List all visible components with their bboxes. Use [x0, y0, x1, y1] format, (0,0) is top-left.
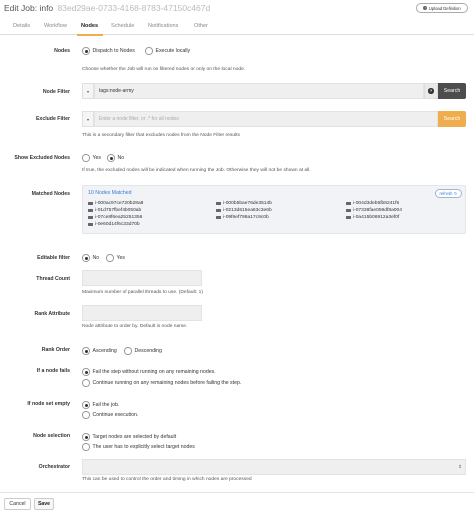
radio-dot [82, 433, 90, 441]
node-item[interactable] [346, 201, 399, 206]
show-excluded-no-radio[interactable] [107, 154, 124, 162]
node-name: i-004d3deb5fb8241f5 [353, 201, 400, 206]
radio-dot [82, 254, 90, 262]
radio-label: Target nodes are selected by default [92, 433, 177, 440]
execute-locally-radio[interactable] [145, 47, 190, 55]
title-prefix: Edit Job: [4, 3, 38, 13]
matched-nodes-label: Matched Nodes [31, 191, 70, 197]
node-name: i-0e60d14f6c33d70b [95, 222, 140, 227]
node-selection-label: Node selection [33, 433, 70, 439]
node-selection-default-radio[interactable] [82, 433, 176, 441]
radio-dot [82, 401, 90, 409]
exclude-filter-input[interactable]: Enter a node filter, or .* for all nodes [94, 111, 438, 127]
server-icon [88, 216, 93, 220]
server-icon [346, 202, 351, 206]
rank-order-ascending-radio[interactable] [82, 347, 117, 355]
radio-dot [107, 154, 115, 162]
node-fails-fail-step-radio[interactable] [82, 368, 216, 376]
node-item[interactable] [346, 208, 402, 213]
rank-order-label: Rank Order [41, 347, 70, 353]
radio-dot [106, 254, 114, 262]
tab-schedule[interactable]: Schedule [111, 23, 135, 29]
tab-workflow[interactable]: Workflow [44, 23, 67, 29]
server-icon [346, 209, 351, 213]
matched-nodes-count: 10 Nodes Matched [88, 190, 132, 196]
radio-label: No [92, 254, 100, 261]
node-name: i-07338fae059df8a004 [353, 208, 402, 213]
radio-dot [145, 47, 153, 55]
radio-label: Dispatch to Nodes [92, 47, 135, 54]
radio-dot [82, 47, 90, 55]
node-item[interactable] [216, 215, 269, 220]
orchestrator-label: Orchestrator [38, 464, 70, 470]
node-name: i-0a415b06912a3ef0f [353, 215, 400, 220]
editable-filter-no-radio[interactable] [82, 254, 99, 262]
rank-attribute-input[interactable] [82, 305, 202, 321]
refresh-button[interactable] [435, 189, 462, 198]
filter-help-button[interactable] [424, 83, 438, 99]
orchestrator-select[interactable] [82, 459, 466, 475]
node-name: i-07ce8f6ea25251356 [95, 215, 143, 220]
updown-caret-icon: ⇕ [458, 464, 462, 469]
node-name: i-0213d615ea63c3e6b [223, 208, 272, 213]
server-icon [216, 216, 221, 220]
node-filter-input[interactable]: tags:node-army [94, 83, 424, 99]
server-icon [88, 202, 93, 206]
node-item[interactable] [346, 215, 399, 220]
exclude-filter-label: Exclude Filter [35, 116, 70, 122]
tab-details[interactable]: Details [13, 23, 31, 29]
node-fails-label: If a node fails [36, 368, 70, 374]
tab-nodes[interactable]: Nodes [81, 23, 99, 29]
upload-definition-button[interactable] [416, 3, 468, 13]
job-uuid: 83ed29ae-0733-4168-8783-47150c467d [57, 3, 211, 13]
node-item[interactable] [216, 201, 272, 206]
radio-label: Continue running on any remaining nodes before failing the step. [92, 379, 242, 386]
node-set-empty-label: If node set empty [27, 401, 70, 407]
thread-count-label: Thread Count [36, 276, 70, 282]
matched-nodes-panel [82, 185, 466, 234]
editable-filter-label: Editable filter [37, 255, 70, 261]
rank-attribute-label: Rank Attribute [34, 311, 70, 317]
radio-label: Execute locally [155, 47, 191, 54]
caret-down-icon: ▾ [86, 88, 89, 94]
radio-label: Yes [92, 154, 101, 161]
caret-down-icon: ▾ [86, 116, 89, 122]
refresh-label: refresh [439, 191, 453, 196]
node-filter-label: Node Filter [42, 89, 70, 95]
question-icon: ? [429, 88, 433, 94]
save-button[interactable]: Save [34, 498, 54, 510]
upload-definition-label: Upload Definition [428, 5, 461, 11]
node-filter-search-button[interactable]: Search [438, 83, 466, 99]
orchestrator-help: This can be used to control the order and timing in which nodes are processed [82, 477, 252, 482]
radio-label: Ascending [92, 347, 117, 354]
nodes-help: Choose whether the Job will run on filtered nodes or only on the local node. [82, 67, 246, 72]
node-fails-continue-radio[interactable] [82, 379, 241, 387]
radio-label: Descending [134, 347, 162, 354]
thread-count-help: Maximum number of parallel threads to use. (Default: 1) [82, 290, 203, 295]
exclude-filter-bar [82, 111, 466, 127]
exclude-filter-help: This is a secondary filter that excludes nodes from the Node Filter results [82, 133, 240, 138]
job-name: info [39, 3, 54, 13]
radio-dot [82, 368, 90, 376]
page-title [4, 3, 210, 13]
radio-dot [124, 347, 132, 355]
exclude-filter-dropdown[interactable] [82, 111, 94, 127]
node-set-empty-fail-radio[interactable] [82, 401, 119, 409]
node-name: i-000ac97ce720b28a8 [95, 201, 144, 206]
node-selection-explicit-radio[interactable] [82, 443, 195, 451]
rank-order-descending-radio[interactable] [124, 347, 162, 355]
node-name: i-01d757fbef4b050ab [95, 208, 142, 213]
server-icon [346, 216, 351, 220]
show-excluded-label: Show Excluded Nodes [14, 155, 70, 161]
tab-other[interactable]: Other [194, 23, 208, 29]
node-item[interactable] [216, 208, 272, 213]
node-name: i-000b5bae76de3514b [223, 201, 272, 206]
radio-dot [82, 379, 90, 387]
refresh-icon: ↻ [454, 191, 458, 196]
thread-count-input[interactable] [82, 270, 202, 286]
rank-attribute-help: Node attribute to order by. Default is node name. [82, 324, 188, 329]
node-item[interactable] [88, 222, 140, 227]
node-item[interactable] [88, 215, 142, 220]
cancel-button[interactable]: Cancel [4, 498, 31, 510]
radio-label: Continue execution. [92, 411, 139, 418]
upload-icon: ↑ [424, 6, 427, 10]
radio-label: Fail the step without running on any remaining nodes. [92, 368, 216, 375]
radio-label: Fail the job. [92, 401, 120, 408]
radio-dot [82, 411, 90, 419]
node-filter-bar [82, 83, 466, 99]
editable-filter-yes-radio[interactable] [106, 254, 125, 262]
footer-divider [0, 492, 474, 493]
radio-dot [82, 347, 90, 355]
server-icon [88, 223, 93, 227]
radio-label: Yes [116, 254, 125, 261]
node-filter-dropdown[interactable] [82, 83, 94, 99]
tab-notifications[interactable]: Notifications [148, 23, 179, 29]
node-item[interactable] [88, 201, 143, 206]
node-item[interactable] [88, 208, 141, 213]
nodes-label: Nodes [54, 48, 70, 54]
show-excluded-yes-radio[interactable] [82, 154, 101, 162]
server-icon [88, 209, 93, 213]
exclude-filter-search-button[interactable]: Search [438, 111, 466, 127]
node-name: i-09f6ef798a17c9c0b [223, 215, 269, 220]
node-set-empty-continue-radio[interactable] [82, 411, 138, 419]
server-icon [216, 202, 221, 206]
dispatch-to-nodes-radio[interactable] [82, 47, 135, 55]
page-header [0, 0, 474, 16]
show-excluded-help: If true, the excluded nodes will be indicated when running the Job. Otherwise they will not be shown at all. [82, 168, 311, 173]
tab-bar [0, 18, 474, 35]
radio-label: The user has to explicitly select target nodes [92, 443, 195, 450]
server-icon [216, 209, 221, 213]
radio-label: No [117, 154, 125, 161]
radio-dot [82, 443, 90, 451]
radio-dot [82, 154, 90, 162]
active-tab-indicator [77, 34, 103, 36]
